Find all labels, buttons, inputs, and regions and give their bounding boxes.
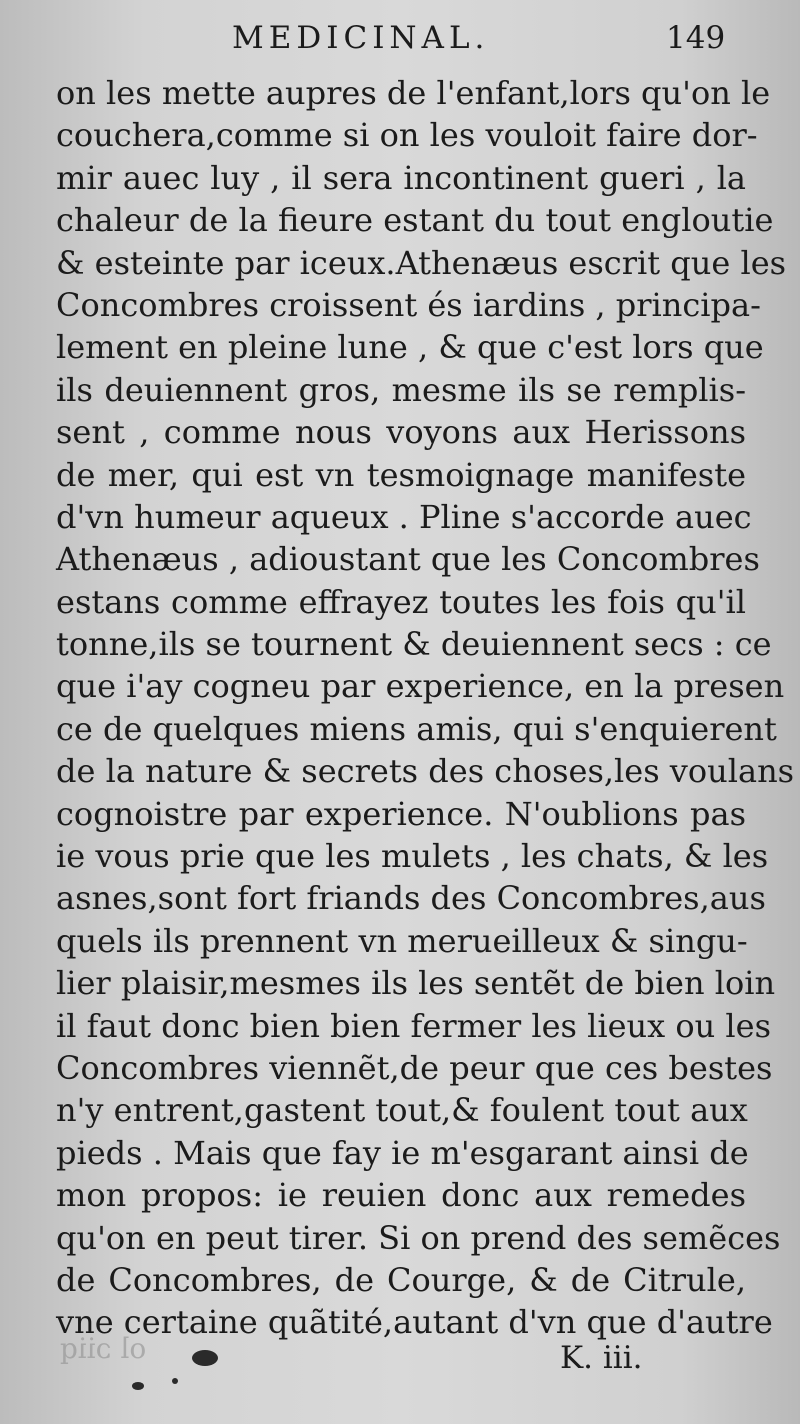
text-line: lier plaisir,mesmes ils les sentẽt de bien loin — [56, 964, 776, 1003]
text-line: mir auec luy , il sera incontinent gueri , la — [56, 158, 746, 197]
ink-speck — [132, 1382, 144, 1390]
page-number: 149 — [666, 20, 726, 56]
ink-speck — [172, 1378, 178, 1384]
text-line: cognoistre par experience. N'oublions pas — [56, 794, 746, 833]
text-line: ils deuiennent gros, mesme ils se remplis- — [56, 370, 746, 409]
text-line: de mer, qui est vn tesmoignage manifeste — [56, 455, 746, 494]
text-line: chaleur de la fieure estant du tout engloutie — [56, 201, 774, 240]
text-line: couchera,comme si on les vouloit faire dor- — [56, 116, 758, 155]
text-line: ie vous prie que les mulets , les chats, & les — [56, 837, 769, 876]
text-line: mon propos: ie reuien donc aux remedes — [56, 1176, 746, 1215]
running-head: MEDICINAL. — [232, 20, 490, 56]
text-line: lement en pleine lune , & que c'est lors que — [56, 328, 764, 367]
text-line: de la nature & secrets des choses,les voulans — [56, 752, 795, 791]
text-line: estans comme effrayez toutes les fois qu'il — [56, 582, 746, 621]
text-line: Concombres viennẽt,de peur que ces bestes — [56, 1048, 773, 1087]
text-line: on les mette aupres de l'enfant,lors qu'on le — [56, 74, 771, 112]
text-line: n'y entrent,gastent tout,& foulent tout aux — [56, 1091, 748, 1130]
text-line: de Concombres, de Courge, & de Citrule, — [56, 1260, 746, 1299]
text-line: il faut donc bien bien fermer les lieux ou les — [56, 1006, 771, 1045]
show-through-text: ol ɔiiq — [60, 1332, 147, 1365]
text-line: que i'ay cogneu par experience, en la presen — [56, 667, 785, 706]
ink-blot — [192, 1350, 218, 1366]
text-line: vne certaine quãtité,autant d'vn que d'autre — [56, 1303, 773, 1342]
text-line: qu'on en peut tirer. Si on prend des semẽces — [56, 1218, 781, 1257]
text-line: quels ils prennent vn merueilleux & singu- — [56, 921, 748, 960]
text-line: Athenæus , adioustant que les Concombres — [56, 540, 760, 579]
text-line: Concombres croissent és iardins , principa- — [56, 285, 761, 324]
signature-mark: K. iii. — [560, 1340, 643, 1376]
text-line: pieds . Mais que fay ie m'esgarant ainsi de — [56, 1133, 749, 1172]
text-line: sent , comme nous voyons aux Herissons — [56, 413, 746, 452]
text-line: d'vn humeur aqueux . Pline s'accorde auec — [56, 497, 752, 536]
page-header — [0, 20, 800, 66]
text-line: tonne,ils se tournent & deuiennent secs : ce — [56, 625, 772, 664]
text-line: asnes,sont fort friands des Concombres,aus — [56, 879, 766, 918]
text-line: & esteinte par iceux.Athenæus escrit que les — [56, 243, 787, 282]
text-line: ce de quelques miens amis, qui s'enquierent — [56, 709, 777, 748]
body-text — [56, 72, 795, 1344]
